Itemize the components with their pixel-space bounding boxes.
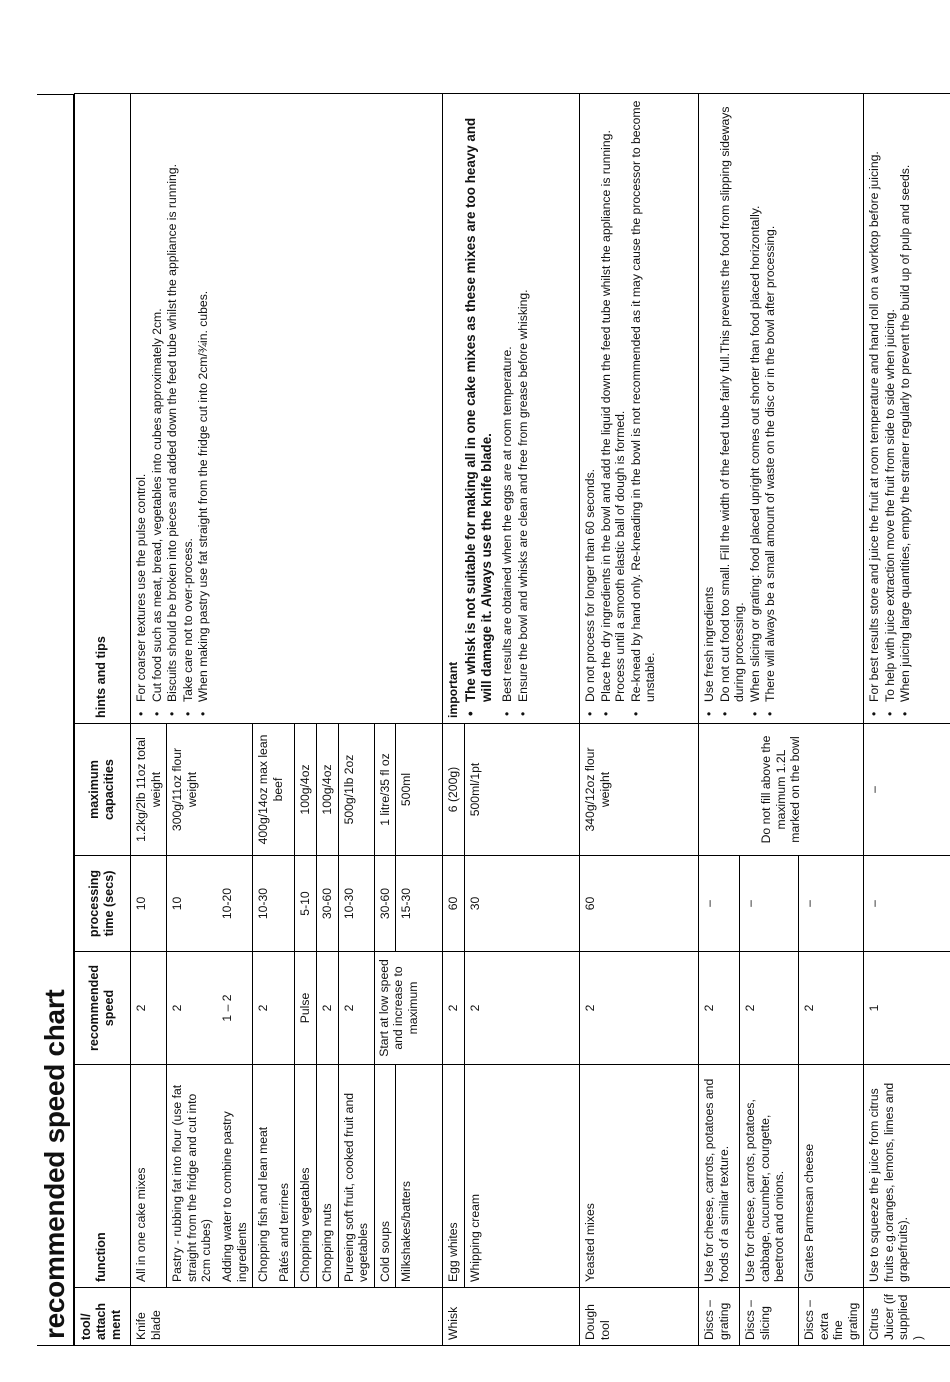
speed-cell: 2	[167, 952, 217, 1065]
dough-tips-list	[583, 99, 658, 718]
header-time: processing time (secs)	[75, 856, 131, 952]
time-cell: –	[798, 856, 863, 952]
time-cell: 10-20	[217, 856, 253, 952]
capacity-cell: 400g/14oz max lean beef	[253, 724, 295, 856]
list-item: • The whisk is not suitable for making all in one cake mixes as these mixes are too heavy and will damage it. Always use the knife blade.	[463, 99, 496, 718]
header-row	[75, 94, 131, 1346]
function-cell: Use for cheese, carrots, potatoes, cabbage, cucumber, courgette, beetroot and onions.	[739, 1065, 798, 1288]
list-item: • Biscuits should be broken into pieces and added down the feed tube whilst the appliance is running.	[165, 99, 180, 718]
list-item: • When making pastry use fat straight from the fridge cut into 2cm/¾in. cubes.	[196, 99, 211, 718]
list-item: • Re-knead by hand only. Re-kneading in the bowl is not recommended as it may cause the processor to become unstable.	[629, 99, 658, 718]
capacity-cell: 340g/12oz flour weight	[579, 724, 698, 856]
function-cell: Chopping fish and lean meat	[253, 1065, 274, 1288]
list-item: • When juicing large quantities, empty the strainer regularly to prevent the build up of pulp and seeds.	[898, 99, 913, 718]
function-cell: Use for cheese, carrots, potatoes and foods of a similar texture.	[698, 1065, 739, 1288]
speed-chart-table	[74, 93, 950, 1346]
time-cell: 60	[443, 856, 465, 952]
tool-citrus: Citrus Juicer (if supplied)	[864, 1288, 950, 1346]
capacity-cell: 100g/4oz	[295, 724, 317, 856]
header-function: function	[75, 1065, 131, 1288]
table-row	[443, 94, 465, 1346]
time-cell: 10-30	[253, 856, 295, 952]
function-cell: Grates Parmesan cheese	[798, 1065, 863, 1288]
capacity-cell: 1.2kg/2lb 11oz total weight	[131, 724, 167, 856]
tool-grating: Discs – grating	[698, 1288, 739, 1346]
knife-tips	[131, 94, 443, 724]
function-cell: Pureeing soft fruit, cooked fruit and vegetables	[338, 1065, 374, 1288]
capacity-cell: –	[864, 724, 950, 856]
function-cell: Cold soups	[374, 1065, 396, 1288]
citrus-tips-list	[867, 99, 913, 718]
function-cell: Pastry - rubbing fat into flour (use fat straight from the fridge and cut into 2cm cubes)	[167, 1065, 217, 1288]
knife-tips-list	[134, 99, 211, 718]
speed-cell: Pulse	[295, 952, 317, 1065]
time-cell: 30-60	[374, 856, 396, 952]
function-cell: Adding water to combine pastry ingredients	[217, 1065, 253, 1288]
speed-cell: Start at low speed and increase to maximum	[374, 952, 443, 1065]
speed-cell: 1	[864, 952, 950, 1065]
function-cell: Chopping nuts	[316, 1065, 338, 1288]
time-cell: 60	[579, 856, 698, 952]
list-item: • For best results store and juice the fruit at room temperature and hand roll on a worktop before juicing.	[867, 99, 882, 718]
capacity-cell: Do not fill above the maximum 1.2L marked on the bowl	[698, 724, 863, 856]
speed-cell: 2	[579, 952, 698, 1065]
capacity-cell: 500ml	[396, 724, 443, 856]
list-item: • Ensure the bowl and whisks are clean and free from grease before whisking.	[516, 99, 531, 718]
speed-cell: 2	[443, 952, 465, 1065]
function-cell: Milkshakes/batters	[396, 1065, 443, 1288]
speed-cell: 2	[316, 952, 338, 1065]
table-row	[131, 94, 167, 1346]
speed-cell: 1 – 2	[217, 952, 253, 1065]
time-cell: 30	[464, 856, 579, 952]
time-cell: 10-30	[338, 856, 374, 952]
table-row	[698, 94, 739, 1346]
function-cell: Chopping vegetables	[295, 1065, 317, 1288]
discs-tips-list	[702, 99, 778, 718]
capacity-cell: 100g/4oz	[316, 724, 338, 856]
list-item: • For coarser textures use the pulse control.	[134, 99, 149, 718]
list-item: • Do not cut food too small. Fill the width of the feed tube fairly full.This prevents the food from slipping sideways during processing.	[718, 99, 747, 718]
capacity-cell: 1 litre/35 fl oz	[374, 724, 396, 856]
capacity-cell: 500ml/1pt	[464, 724, 579, 856]
tool-slicing: Discs – slicing	[739, 1288, 798, 1346]
time-cell: –	[739, 856, 798, 952]
capacity-cell: 500g/1lb 2oz	[338, 724, 374, 856]
speed-cell: 2	[131, 952, 167, 1065]
discs-tips	[698, 94, 863, 724]
time-cell: 10	[131, 856, 167, 952]
time-cell: 15-30	[396, 856, 443, 952]
list-item: • Use fresh ingredients	[702, 99, 717, 718]
speed-chart	[37, 94, 940, 1346]
list-item: • When slicing or grating: food placed upright comes out shorter than food placed horizontally.	[748, 99, 763, 718]
header-speed: recommended speed	[75, 952, 131, 1065]
table-row	[864, 94, 950, 1346]
chart-title: recommended speed chart	[37, 94, 74, 1346]
function-cell: Use to squeeze the juice from citrus fruits e.g.oranges, lemons, limes and grapefruits).	[864, 1065, 950, 1288]
function-cell: Yeasted mixes	[579, 1065, 698, 1288]
speed-cell: 2	[698, 952, 739, 1065]
list-item: • There will always be a small amount of waste on the disc or in the bowl after processing.	[763, 99, 778, 718]
capacity-cell: 300g/11oz flour weight	[167, 724, 253, 856]
capacity-cell: 6 (200g)	[443, 724, 465, 856]
function-cell: All in one cake mixes	[131, 1065, 167, 1288]
whisk-tips-list	[463, 99, 530, 718]
time-cell: 30-60	[316, 856, 338, 952]
list-item: • Best results are obtained when the eggs are at room temperature.	[500, 99, 515, 718]
important-heading: important	[446, 661, 461, 718]
time-cell: 10	[167, 856, 217, 952]
header-tool: tool/ attachment	[75, 1288, 131, 1346]
list-item: • Take care not to over-process.	[181, 99, 196, 718]
speed-cell: 2	[464, 952, 579, 1065]
time-cell: –	[864, 856, 950, 952]
list-item: • Cut food such as meat, bread, vegetables into cubes approximately 2cm.	[150, 99, 165, 718]
speed-cell: 2	[798, 952, 863, 1065]
tool-whisk: Whisk	[443, 1288, 580, 1346]
speed-cell: 2	[253, 952, 295, 1065]
time-cell: 5-10	[295, 856, 317, 952]
speed-cell: 2	[739, 952, 798, 1065]
header-tips: hints and tips	[75, 94, 131, 724]
header-capacity: maximum capacities	[75, 724, 131, 856]
tool-knife: Knife blade	[131, 1288, 443, 1346]
tool-extra-fine: Discs – extra fine grating	[798, 1288, 863, 1346]
function-cell: Whipping cream	[464, 1065, 579, 1288]
function-cell: Egg whites	[443, 1065, 465, 1288]
whisk-tips	[443, 94, 580, 724]
function-cell: Pâtés and terrines	[274, 1065, 295, 1288]
citrus-tips	[864, 94, 950, 724]
tool-dough: Dough tool	[579, 1288, 698, 1346]
speed-cell: 2	[338, 952, 374, 1065]
dough-tips	[579, 94, 698, 724]
table-row	[579, 94, 698, 1346]
list-item: • Do not process for longer than 60 seconds.	[583, 99, 598, 718]
list-item: • Place the dry ingredients in the bowl and add the liquid down the feed tube whilst the appliance is running. Process until a smooth elastic ball of dough is formed.	[599, 99, 628, 718]
list-item: • To help with juice extraction move the fruit from side to side when juicing.	[883, 99, 898, 718]
time-cell: –	[698, 856, 739, 952]
